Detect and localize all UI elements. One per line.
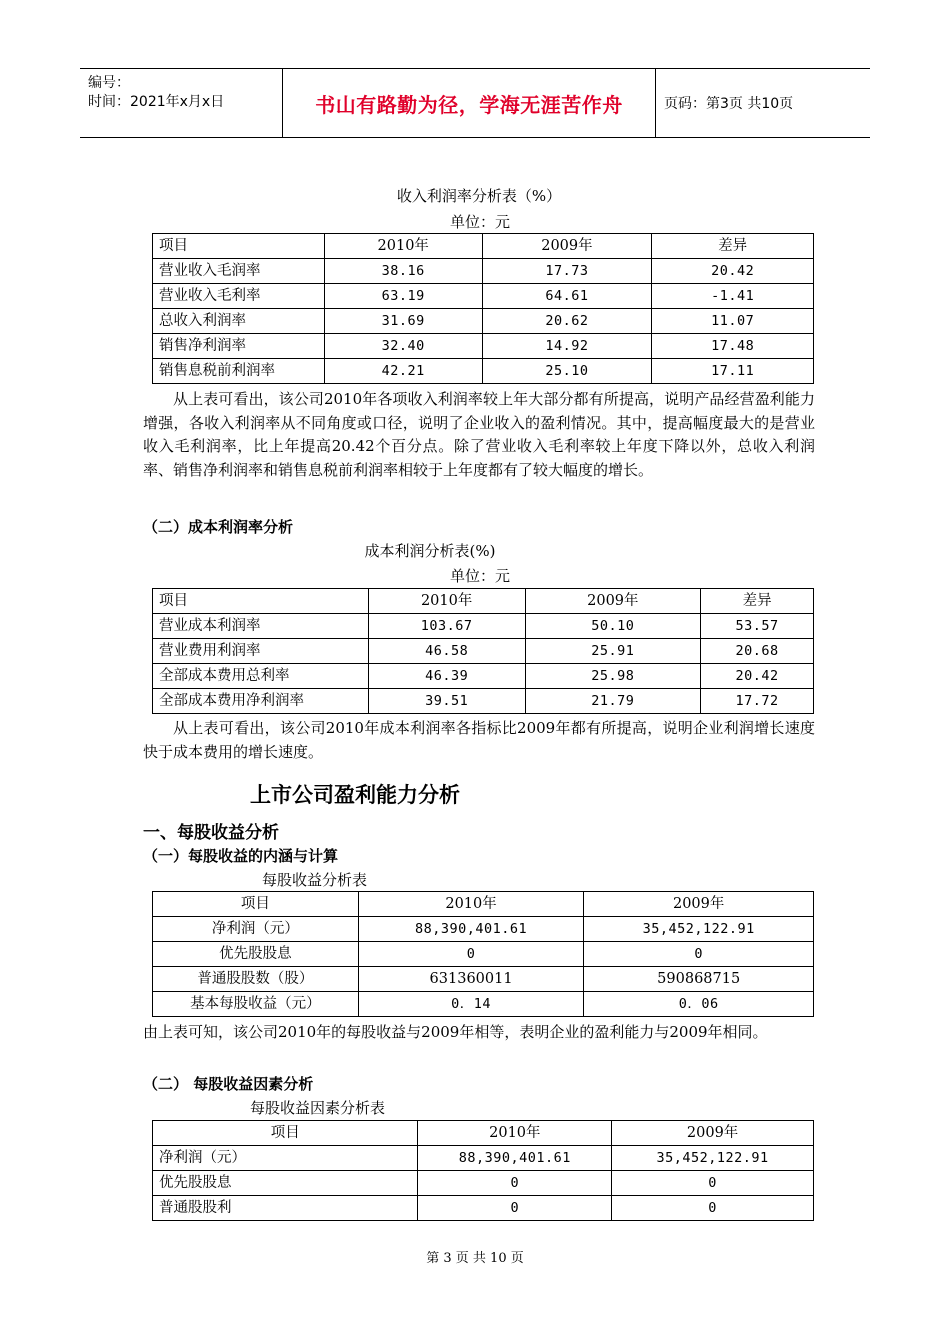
value-cell: 0	[612, 1196, 814, 1221]
header-page-cell	[656, 69, 870, 137]
header-cell: 2009年	[584, 892, 814, 917]
table-row	[153, 967, 814, 992]
row-label: 净利润（元）	[153, 917, 359, 942]
header-cell: 差异	[652, 234, 814, 259]
value-cell: 25.10	[482, 359, 652, 384]
value-cell: 0．14	[358, 992, 584, 1017]
table-row	[153, 309, 814, 334]
table-row	[153, 664, 814, 689]
value-cell: 0	[612, 1171, 814, 1196]
row-label: 营业费用利润率	[153, 639, 369, 664]
table3-caption: 每股收益分析表	[262, 871, 368, 889]
value-cell: 38.16	[324, 259, 482, 284]
value-cell: 0．06	[584, 992, 814, 1017]
row-label: 优先股股息	[153, 942, 359, 967]
value-cell: 17.48	[652, 334, 814, 359]
table-row	[153, 1146, 814, 1171]
motto: 书山有路勤为径，学海无涯苦作舟	[315, 92, 623, 117]
section-heading-eps: 一、每股收益分析	[143, 823, 279, 843]
page-footer: 第 3 页 共 10 页	[426, 1251, 524, 1266]
table1	[152, 233, 814, 384]
value-cell: 0	[418, 1171, 612, 1196]
row-label: 营业收入毛润率	[153, 259, 325, 284]
value-cell: 20.68	[701, 639, 814, 664]
value-cell: 17.72	[701, 689, 814, 714]
value-cell: 20.42	[652, 259, 814, 284]
value-cell: 590868715	[584, 967, 814, 992]
header-cell: 项目	[153, 892, 359, 917]
table2-unit: 单位：元	[449, 567, 510, 585]
page-code: 页码：第3页 共10页	[664, 96, 794, 112]
table2-caption: 成本利润分析表(%)	[364, 542, 496, 560]
header-cell: 2009年	[482, 234, 652, 259]
table-row	[153, 284, 814, 309]
header-motto-cell	[283, 69, 656, 137]
paragraph-income-profit: 从上表可看出，该公司2010年各项收入利润率较上年大部分都有所提高，说明产品经营盈利能力增强，各收入利润率从不同角度或口径，说明了企业收入的盈利情况。其中，提高幅度最大的是营业收入毛利润率，比上年提高20.42个百分点。除了营业收入毛利率较上年度下降以外，总收入利润率、销售净利润率和销售息税前利润率相较于上年度都有了较大幅度的增长。	[143, 390, 815, 479]
table-row	[153, 1171, 814, 1196]
header-cell: 2010年	[324, 234, 482, 259]
header-cell: 项目	[153, 234, 325, 259]
table2-body	[153, 589, 814, 714]
row-label: 营业收入毛利率	[153, 284, 325, 309]
header-cell: 2010年	[418, 1121, 612, 1146]
value-cell: 88,390,401.61	[418, 1146, 612, 1171]
subsection-heading-eps-calc: （一）每股收益的内涵与计算	[143, 847, 339, 865]
table-header-row	[153, 234, 814, 259]
table-row	[153, 992, 814, 1017]
table4	[152, 1120, 814, 1221]
value-cell: 35,452,122.91	[584, 917, 814, 942]
table1-unit: 单位：元	[449, 213, 510, 231]
value-cell: 39.51	[368, 689, 525, 714]
table3	[152, 891, 814, 1017]
value-cell: 20.62	[482, 309, 652, 334]
value-cell: 0	[358, 942, 584, 967]
row-label: 总收入利润率	[153, 309, 325, 334]
row-label: 全部成本费用总利率	[153, 664, 369, 689]
table4-caption: 每股收益因素分析表	[250, 1099, 386, 1117]
header-cell: 差异	[701, 589, 814, 614]
table4-body	[153, 1121, 814, 1221]
table1-body	[153, 234, 814, 384]
section-heading-cost-profit: （二）成本利润率分析	[143, 518, 294, 536]
table-header-row	[153, 892, 814, 917]
value-cell: 21.79	[525, 689, 701, 714]
page-header	[80, 68, 870, 138]
table-row	[153, 614, 814, 639]
table-row	[153, 917, 814, 942]
value-cell: 46.58	[368, 639, 525, 664]
number-label: 编号：	[88, 75, 130, 91]
value-cell: 20.42	[701, 664, 814, 689]
value-cell: 0	[584, 942, 814, 967]
value-cell: 17.11	[652, 359, 814, 384]
value-cell: 63.19	[324, 284, 482, 309]
value-cell: 42.21	[324, 359, 482, 384]
value-cell: 17.73	[482, 259, 652, 284]
value-cell: 14.92	[482, 334, 652, 359]
table-row	[153, 259, 814, 284]
table3-body	[153, 892, 814, 1017]
row-label: 销售净利润率	[153, 334, 325, 359]
table-row	[153, 1196, 814, 1221]
row-label: 营业成本利润率	[153, 614, 369, 639]
table-row	[153, 689, 814, 714]
value-cell: 25.91	[525, 639, 701, 664]
table2	[152, 588, 814, 714]
subsection-heading-eps-factors: （二） 每股收益因素分析	[143, 1075, 314, 1093]
row-label: 优先股股息	[153, 1171, 418, 1196]
value-cell: 53.57	[701, 614, 814, 639]
value-cell: 50.10	[525, 614, 701, 639]
header-meta	[80, 69, 283, 137]
value-cell: 46.39	[368, 664, 525, 689]
value-cell: 35,452,122.91	[612, 1146, 814, 1171]
value-cell: 0	[418, 1196, 612, 1221]
value-cell: 103.67	[368, 614, 525, 639]
value-cell: 32.40	[324, 334, 482, 359]
value-cell: 631360011	[358, 967, 584, 992]
table1-caption: 收入利润率分析表（%）	[396, 187, 562, 205]
row-label: 基本每股收益（元）	[153, 992, 359, 1017]
header-cell: 2010年	[368, 589, 525, 614]
value-cell: 25.98	[525, 664, 701, 689]
value-cell: 64.61	[482, 284, 652, 309]
row-label: 销售息税前利润率	[153, 359, 325, 384]
table-header-row	[153, 589, 814, 614]
value-cell: 11.07	[652, 309, 814, 334]
value-cell: -1.41	[652, 284, 814, 309]
time-label: 时间：2021年x月x日	[88, 94, 225, 110]
row-label: 净利润（元）	[153, 1146, 418, 1171]
row-label: 全部成本费用净利润率	[153, 689, 369, 714]
paragraph-eps: 由上表可知，该公司2010年的每股收益与2009年相等，表明企业的盈利能力与2009年相同。	[143, 1023, 768, 1041]
header-cell: 2009年	[612, 1121, 814, 1146]
row-label: 普通股股利	[153, 1196, 418, 1221]
value-cell: 31.69	[324, 309, 482, 334]
paragraph-cost-profit: 从上表可看出，该公司2010年成本利润率各指标比2009年都有所提高，说明企业利润增长速度快于成本费用的增长速度。	[143, 719, 815, 761]
table-row	[153, 359, 814, 384]
table-row	[153, 334, 814, 359]
header-cell: 项目	[153, 589, 369, 614]
table-header-row	[153, 1121, 814, 1146]
header-cell: 项目	[153, 1121, 418, 1146]
row-label: 普通股股数（股）	[153, 967, 359, 992]
main-title: 上市公司盈利能力分析	[250, 783, 460, 807]
table-row	[153, 639, 814, 664]
header-cell: 2009年	[525, 589, 701, 614]
header-cell: 2010年	[358, 892, 584, 917]
table-row	[153, 942, 814, 967]
value-cell: 88,390,401.61	[358, 917, 584, 942]
